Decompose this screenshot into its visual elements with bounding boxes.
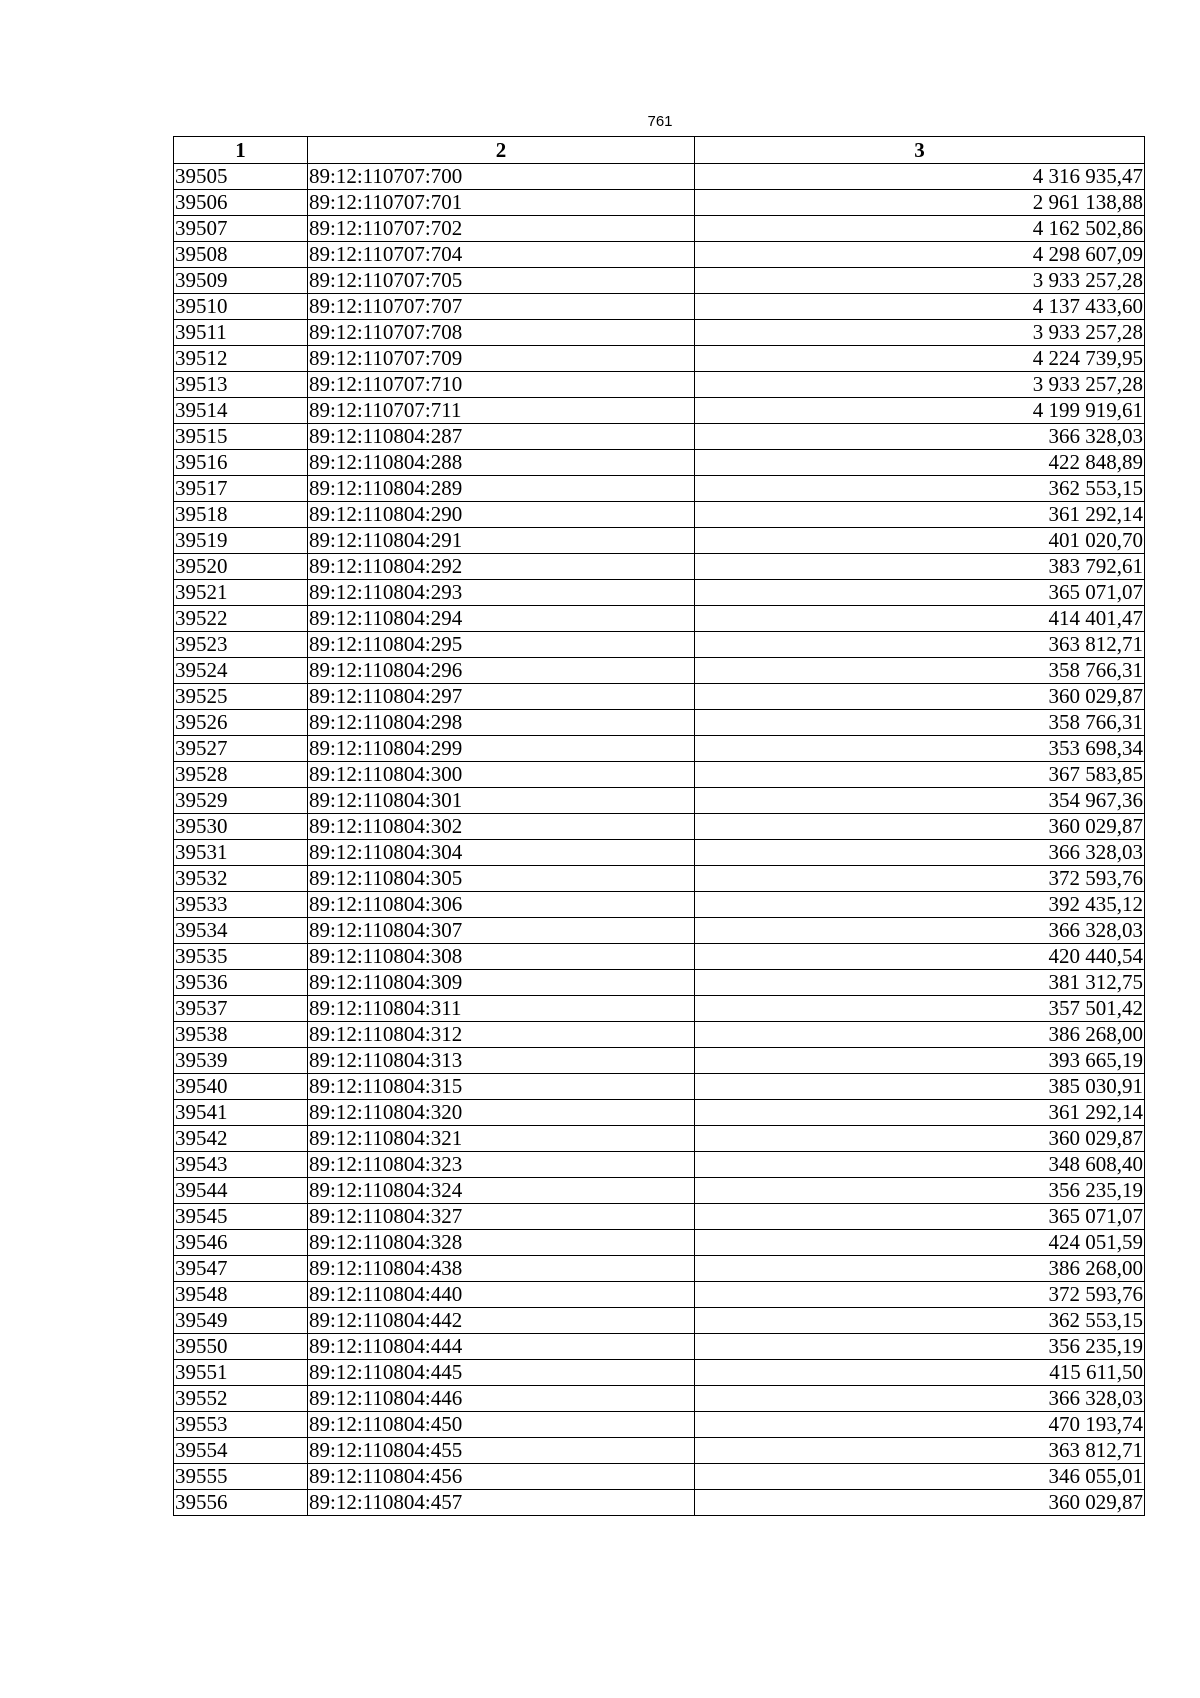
value-cell: 4 224 739,95 — [695, 346, 1145, 372]
value-cell: 470 193,74 — [695, 1412, 1145, 1438]
table-row — [174, 1126, 1145, 1152]
cadastral-number-cell: 89:12:110804:444 — [308, 1334, 695, 1360]
table-row — [174, 736, 1145, 762]
cadastral-number-cell: 89:12:110804:298 — [308, 710, 695, 736]
table-row — [174, 944, 1145, 970]
table-row — [174, 398, 1145, 424]
cadastral-number-cell: 89:12:110707:707 — [308, 294, 695, 320]
value-cell: 372 593,76 — [695, 866, 1145, 892]
cadastral-number-cell: 89:12:110707:704 — [308, 242, 695, 268]
cadastral-number-cell: 89:12:110804:296 — [308, 658, 695, 684]
table-row — [174, 1230, 1145, 1256]
value-cell: 360 029,87 — [695, 814, 1145, 840]
value-cell: 4 162 502,86 — [695, 216, 1145, 242]
cadastral-number-cell: 89:12:110804:313 — [308, 1048, 695, 1074]
value-cell: 366 328,03 — [695, 840, 1145, 866]
cadastral-number-cell: 89:12:110804:324 — [308, 1178, 695, 1204]
value-cell: 414 401,47 — [695, 606, 1145, 632]
row-number-cell: 39525 — [174, 684, 308, 710]
row-number-cell: 39506 — [174, 190, 308, 216]
cadastral-number-cell: 89:12:110804:288 — [308, 450, 695, 476]
table-row — [174, 268, 1145, 294]
cadastral-number-cell: 89:12:110804:290 — [308, 502, 695, 528]
value-cell: 392 435,12 — [695, 892, 1145, 918]
value-cell: 372 593,76 — [695, 1282, 1145, 1308]
value-cell: 346 055,01 — [695, 1464, 1145, 1490]
value-cell: 4 199 919,61 — [695, 398, 1145, 424]
table-row — [174, 788, 1145, 814]
cadastral-number-cell: 89:12:110804:308 — [308, 944, 695, 970]
table-row — [174, 1100, 1145, 1126]
row-number-cell: 39543 — [174, 1152, 308, 1178]
value-cell: 422 848,89 — [695, 450, 1145, 476]
value-cell: 366 328,03 — [695, 918, 1145, 944]
value-cell: 415 611,50 — [695, 1360, 1145, 1386]
row-number-cell: 39509 — [174, 268, 308, 294]
cadastral-number-cell: 89:12:110804:440 — [308, 1282, 695, 1308]
table-row — [174, 762, 1145, 788]
table-row — [174, 1308, 1145, 1334]
cadastral-number-cell: 89:12:110804:301 — [308, 788, 695, 814]
table-row — [174, 190, 1145, 216]
cadastral-number-cell: 89:12:110804:309 — [308, 970, 695, 996]
value-cell: 356 235,19 — [695, 1178, 1145, 1204]
cadastral-number-cell: 89:12:110804:300 — [308, 762, 695, 788]
cadastral-number-cell: 89:12:110707:710 — [308, 372, 695, 398]
value-cell: 383 792,61 — [695, 554, 1145, 580]
table-row — [174, 528, 1145, 554]
value-cell: 424 051,59 — [695, 1230, 1145, 1256]
row-number-cell: 39531 — [174, 840, 308, 866]
table-row — [174, 372, 1145, 398]
cadastral-number-cell: 89:12:110804:321 — [308, 1126, 695, 1152]
value-cell: 393 665,19 — [695, 1048, 1145, 1074]
value-cell: 360 029,87 — [695, 1490, 1145, 1516]
table-row — [174, 840, 1145, 866]
table-row — [174, 1282, 1145, 1308]
cadastral-number-cell: 89:12:110804:438 — [308, 1256, 695, 1282]
cadastral-number-cell: 89:12:110804:445 — [308, 1360, 695, 1386]
table-row — [174, 1256, 1145, 1282]
table-row — [174, 554, 1145, 580]
table-row — [174, 892, 1145, 918]
row-number-cell: 39529 — [174, 788, 308, 814]
row-number-cell: 39511 — [174, 320, 308, 346]
column-header-3: 3 — [695, 137, 1145, 164]
cadastral-number-cell: 89:12:110804:295 — [308, 632, 695, 658]
cadastral-number-cell: 89:12:110804:306 — [308, 892, 695, 918]
row-number-cell: 39518 — [174, 502, 308, 528]
row-number-cell: 39505 — [174, 164, 308, 190]
cadastral-number-cell: 89:12:110804:293 — [308, 580, 695, 606]
value-cell: 362 553,15 — [695, 476, 1145, 502]
row-number-cell: 39548 — [174, 1282, 308, 1308]
cadastral-number-cell: 89:12:110707:701 — [308, 190, 695, 216]
table-row — [174, 1204, 1145, 1230]
table-row — [174, 658, 1145, 684]
table-header-row — [174, 137, 1145, 164]
value-cell: 366 328,03 — [695, 1386, 1145, 1412]
table-row — [174, 632, 1145, 658]
value-cell: 3 933 257,28 — [695, 268, 1145, 294]
value-cell: 356 235,19 — [695, 1334, 1145, 1360]
value-cell: 363 812,71 — [695, 632, 1145, 658]
value-cell: 365 071,07 — [695, 1204, 1145, 1230]
table-row — [174, 1490, 1145, 1516]
table-row — [174, 580, 1145, 606]
table-row — [174, 476, 1145, 502]
value-cell: 366 328,03 — [695, 424, 1145, 450]
cadastral-number-cell: 89:12:110804:302 — [308, 814, 695, 840]
row-number-cell: 39535 — [174, 944, 308, 970]
row-number-cell: 39514 — [174, 398, 308, 424]
table-row — [174, 1022, 1145, 1048]
value-cell: 4 316 935,47 — [695, 164, 1145, 190]
cadastral-number-cell: 89:12:110804:455 — [308, 1438, 695, 1464]
row-number-cell: 39537 — [174, 996, 308, 1022]
value-cell: 4 137 433,60 — [695, 294, 1145, 320]
cadastral-number-cell: 89:12:110804:287 — [308, 424, 695, 450]
value-cell: 360 029,87 — [695, 1126, 1145, 1152]
table-row — [174, 866, 1145, 892]
cadastral-number-cell: 89:12:110804:291 — [308, 528, 695, 554]
value-cell: 361 292,14 — [695, 502, 1145, 528]
row-number-cell: 39521 — [174, 580, 308, 606]
value-cell: 2 961 138,88 — [695, 190, 1145, 216]
cadastral-number-cell: 89:12:110707:705 — [308, 268, 695, 294]
table-row — [174, 164, 1145, 190]
cadastral-number-cell: 89:12:110804:442 — [308, 1308, 695, 1334]
value-cell: 357 501,42 — [695, 996, 1145, 1022]
row-number-cell: 39550 — [174, 1334, 308, 1360]
row-number-cell: 39522 — [174, 606, 308, 632]
cadastral-number-cell: 89:12:110804:297 — [308, 684, 695, 710]
row-number-cell: 39508 — [174, 242, 308, 268]
cadastral-number-cell: 89:12:110804:304 — [308, 840, 695, 866]
row-number-cell: 39530 — [174, 814, 308, 840]
row-number-cell: 39528 — [174, 762, 308, 788]
table-row — [174, 918, 1145, 944]
row-number-cell: 39523 — [174, 632, 308, 658]
cadastral-number-cell: 89:12:110707:700 — [308, 164, 695, 190]
table-row — [174, 814, 1145, 840]
row-number-cell: 39517 — [174, 476, 308, 502]
row-number-cell: 39541 — [174, 1100, 308, 1126]
row-number-cell: 39534 — [174, 918, 308, 944]
row-number-cell: 39555 — [174, 1464, 308, 1490]
table-row — [174, 1386, 1145, 1412]
data-table — [173, 136, 1145, 1516]
table-row — [174, 1412, 1145, 1438]
cadastral-number-cell: 89:12:110804:311 — [308, 996, 695, 1022]
row-number-cell: 39554 — [174, 1438, 308, 1464]
row-number-cell: 39552 — [174, 1386, 308, 1412]
cadastral-number-cell: 89:12:110707:709 — [308, 346, 695, 372]
cadastral-number-cell: 89:12:110707:708 — [308, 320, 695, 346]
cadastral-number-cell: 89:12:110804:307 — [308, 918, 695, 944]
row-number-cell: 39527 — [174, 736, 308, 762]
row-number-cell: 39545 — [174, 1204, 308, 1230]
row-number-cell: 39536 — [174, 970, 308, 996]
cadastral-number-cell: 89:12:110804:299 — [308, 736, 695, 762]
row-number-cell: 39524 — [174, 658, 308, 684]
row-number-cell: 39551 — [174, 1360, 308, 1386]
row-number-cell: 39515 — [174, 424, 308, 450]
cadastral-number-cell: 89:12:110804:323 — [308, 1152, 695, 1178]
column-header-2: 2 — [308, 137, 695, 164]
cadastral-number-cell: 89:12:110804:456 — [308, 1464, 695, 1490]
cadastral-number-cell: 89:12:110804:292 — [308, 554, 695, 580]
cadastral-number-cell: 89:12:110804:450 — [308, 1412, 695, 1438]
value-cell: 361 292,14 — [695, 1100, 1145, 1126]
row-number-cell: 39533 — [174, 892, 308, 918]
table-row — [174, 1438, 1145, 1464]
table-row — [174, 320, 1145, 346]
row-number-cell: 39520 — [174, 554, 308, 580]
row-number-cell: 39519 — [174, 528, 308, 554]
cadastral-number-cell: 89:12:110804:457 — [308, 1490, 695, 1516]
value-cell: 365 071,07 — [695, 580, 1145, 606]
table-row — [174, 424, 1145, 450]
value-cell: 4 298 607,09 — [695, 242, 1145, 268]
table-row — [174, 684, 1145, 710]
value-cell: 386 268,00 — [695, 1256, 1145, 1282]
row-number-cell: 39538 — [174, 1022, 308, 1048]
cadastral-number-cell: 89:12:110804:315 — [308, 1074, 695, 1100]
table-row — [174, 502, 1145, 528]
cadastral-number-cell: 89:12:110804:320 — [308, 1100, 695, 1126]
table-row — [174, 242, 1145, 268]
cadastral-number-cell: 89:12:110707:702 — [308, 216, 695, 242]
table-row — [174, 1152, 1145, 1178]
value-cell: 3 933 257,28 — [695, 320, 1145, 346]
page-number: 761 — [647, 113, 673, 130]
row-number-cell: 39513 — [174, 372, 308, 398]
row-number-cell: 39556 — [174, 1490, 308, 1516]
value-cell: 360 029,87 — [695, 684, 1145, 710]
row-number-cell: 39512 — [174, 346, 308, 372]
cadastral-number-cell: 89:12:110804:312 — [308, 1022, 695, 1048]
value-cell: 363 812,71 — [695, 1438, 1145, 1464]
value-cell: 358 766,31 — [695, 658, 1145, 684]
cadastral-number-cell: 89:12:110804:305 — [308, 866, 695, 892]
row-number-cell: 39542 — [174, 1126, 308, 1152]
table-row — [174, 970, 1145, 996]
value-cell: 354 967,36 — [695, 788, 1145, 814]
row-number-cell: 39510 — [174, 294, 308, 320]
value-cell: 385 030,91 — [695, 1074, 1145, 1100]
table-row — [174, 606, 1145, 632]
table-row — [174, 1334, 1145, 1360]
row-number-cell: 39540 — [174, 1074, 308, 1100]
row-number-cell: 39547 — [174, 1256, 308, 1282]
row-number-cell: 39516 — [174, 450, 308, 476]
table-row — [174, 1464, 1145, 1490]
value-cell: 381 312,75 — [695, 970, 1145, 996]
table-row — [174, 1178, 1145, 1204]
table-row — [174, 1360, 1145, 1386]
value-cell: 367 583,85 — [695, 762, 1145, 788]
value-cell: 386 268,00 — [695, 1022, 1145, 1048]
value-cell: 362 553,15 — [695, 1308, 1145, 1334]
cadastral-number-cell: 89:12:110707:711 — [308, 398, 695, 424]
table-row — [174, 450, 1145, 476]
cadastral-number-cell: 89:12:110804:328 — [308, 1230, 695, 1256]
value-cell: 3 933 257,28 — [695, 372, 1145, 398]
table-row — [174, 710, 1145, 736]
cadastral-number-cell: 89:12:110804:294 — [308, 606, 695, 632]
table-row — [174, 1074, 1145, 1100]
table-row — [174, 346, 1145, 372]
row-number-cell: 39544 — [174, 1178, 308, 1204]
column-header-1: 1 — [174, 137, 308, 164]
value-cell: 353 698,34 — [695, 736, 1145, 762]
cadastral-number-cell: 89:12:110804:446 — [308, 1386, 695, 1412]
value-cell: 401 020,70 — [695, 528, 1145, 554]
value-cell: 358 766,31 — [695, 710, 1145, 736]
row-number-cell: 39507 — [174, 216, 308, 242]
cadastral-number-cell: 89:12:110804:327 — [308, 1204, 695, 1230]
table-body — [174, 164, 1145, 1516]
table-row — [174, 294, 1145, 320]
table-row — [174, 996, 1145, 1022]
row-number-cell: 39553 — [174, 1412, 308, 1438]
table-row — [174, 216, 1145, 242]
row-number-cell: 39526 — [174, 710, 308, 736]
value-cell: 348 608,40 — [695, 1152, 1145, 1178]
cadastral-number-cell: 89:12:110804:289 — [308, 476, 695, 502]
table-row — [174, 1048, 1145, 1074]
row-number-cell: 39532 — [174, 866, 308, 892]
row-number-cell: 39549 — [174, 1308, 308, 1334]
row-number-cell: 39546 — [174, 1230, 308, 1256]
value-cell: 420 440,54 — [695, 944, 1145, 970]
row-number-cell: 39539 — [174, 1048, 308, 1074]
